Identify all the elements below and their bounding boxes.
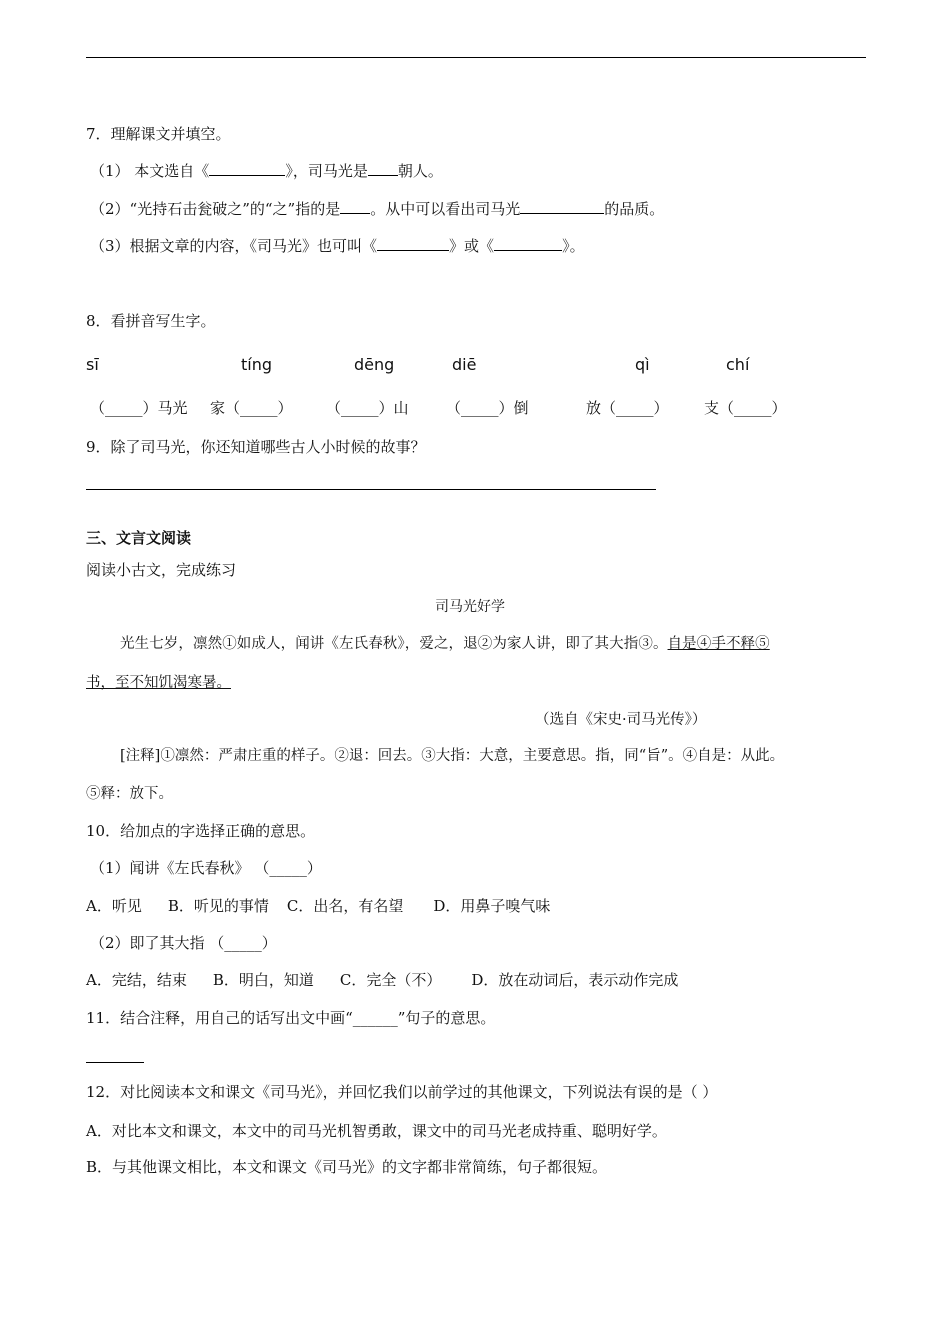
passage-line-1b: 自是④手不释⑤ xyxy=(667,636,770,652)
note-line-1: [注释]①凛然：严肃庄重的样子。②退：回去。③大指：大意，主要意思。指，同“旨”。④自是：从此。 xyxy=(120,748,785,764)
section3-instruction: 阅读小古文，完成练习 xyxy=(86,561,237,579)
section3-heading: 三、文言文阅读 xyxy=(86,529,192,547)
q7-part1-text-c: 朝人。 xyxy=(397,162,443,180)
q11-title: 11．结合注释，用自己的话写出文中画“______”句子的意思。 xyxy=(86,1009,496,1027)
q10-sub2[interactable]: （2）即了其大指 （_____） xyxy=(90,934,277,952)
q8-title: 8．看拼音写生字。 xyxy=(86,312,216,330)
q7-blank-dynasty[interactable] xyxy=(368,161,398,176)
q7-blank-book[interactable] xyxy=(209,161,285,176)
pinyin-deng: dēng xyxy=(354,355,395,374)
passage-source: （选自《宋史·司马光传》） xyxy=(535,712,707,728)
q7-title: 7．理解课文并填空。 xyxy=(86,125,231,143)
q7-part2-text-c: 的品质。 xyxy=(604,200,665,218)
q10-s1-opt-a[interactable]: A．听见 xyxy=(86,897,142,915)
q10-s1-opt-c[interactable]: C．出名，有名望 xyxy=(286,897,404,915)
q10-s2-opt-a[interactable]: A．完结，结束 xyxy=(86,971,187,989)
q10-s2-opt-c[interactable]: C．完全（不） xyxy=(339,971,442,989)
q12-option-b[interactable]: B．与其他课文相比，本文和课文《司马光》的文字都非常简练，句子都很短。 xyxy=(86,1158,608,1176)
q11-answer-line[interactable] xyxy=(86,1062,144,1063)
q10-sub1-options xyxy=(86,896,550,916)
passage-line-1a: 光生七岁，凛然①如成人，闻讲《左氏春秋》，爱之，退②为家人讲，即了其大指③。 xyxy=(120,636,668,652)
pinyin-ting: tíng xyxy=(241,355,273,374)
q8-word-6[interactable]: 支（_____） xyxy=(704,399,787,417)
q10-s1-opt-d[interactable]: D．用鼻子嗅气味 xyxy=(433,897,551,915)
pinyin-chi: chí xyxy=(726,355,750,374)
q12-title: 12．对比阅读本文和课文《司马光》，并回忆我们以前学过的其他课文，下列说法有误的是（ ） xyxy=(86,1083,718,1101)
q7-blank-zhi[interactable] xyxy=(340,199,370,214)
q7-blank-quality[interactable] xyxy=(520,199,604,214)
q7-part3-text-a: （3）根据文章的内容，《司马光》也可叫《 xyxy=(90,237,378,255)
q9-answer-line[interactable] xyxy=(86,489,656,490)
q8-word-4[interactable]: （_____）倒 xyxy=(446,399,529,417)
q10-sub1[interactable]: （1）闻讲《左氏春秋》 （_____） xyxy=(90,859,322,877)
q7-blank-title1[interactable] xyxy=(377,236,449,251)
q7-part3-text-c: 》。 xyxy=(562,237,585,255)
q7-part2-text-a: （2）“光持石击瓮破之”的“之”指的是 xyxy=(90,200,341,218)
q10-s2-opt-b[interactable]: B．明白，知道 xyxy=(212,971,314,989)
header-rule xyxy=(86,57,866,58)
q7-part3-text-b: 》或《 xyxy=(449,237,495,255)
pinyin-si: sī xyxy=(86,355,99,374)
q7-part2 xyxy=(90,199,664,219)
q9-title: 9．除了司马光，你还知道哪些古人小时候的故事？ xyxy=(86,438,426,456)
q7-part3 xyxy=(90,236,585,256)
q10-s1-opt-b[interactable]: B．听见的事情 xyxy=(167,897,269,915)
note-line-2: ⑤释：放下。 xyxy=(86,786,173,802)
q10-sub2-options xyxy=(86,970,678,990)
q12-option-a[interactable]: A．对比本文和课文，本文中的司马光机智勇敢，课文中的司马光老成持重、聪明好学。 xyxy=(86,1122,667,1140)
pinyin-die: diē xyxy=(452,355,477,374)
q7-part1 xyxy=(90,161,443,181)
q7-part1-text-a: （1） 本文选自《 xyxy=(90,162,210,180)
q10-title: 10．给加点的字选择正确的意思。 xyxy=(86,822,316,840)
q8-word-1[interactable]: （_____）马光 xyxy=(90,399,188,417)
passage-line-1 xyxy=(120,634,770,654)
q8-word-2[interactable]: 家（_____） xyxy=(210,399,293,417)
passage-title: 司马光好学 xyxy=(435,599,505,615)
q7-part1-text-b: 》，司马光是 xyxy=(285,162,368,180)
q8-word-5[interactable]: 放（_____） xyxy=(586,399,669,417)
q7-blank-title2[interactable] xyxy=(494,236,562,251)
passage-line-2: 书，至不知饥渴寒暑。 xyxy=(86,675,231,691)
q8-word-3[interactable]: （_____）山 xyxy=(326,399,409,417)
q7-part2-text-b: 。从中可以看出司马光 xyxy=(370,200,521,218)
q10-s2-opt-d[interactable]: D．放在动词后，表示动作完成 xyxy=(471,971,679,989)
pinyin-qi: qì xyxy=(635,355,650,374)
